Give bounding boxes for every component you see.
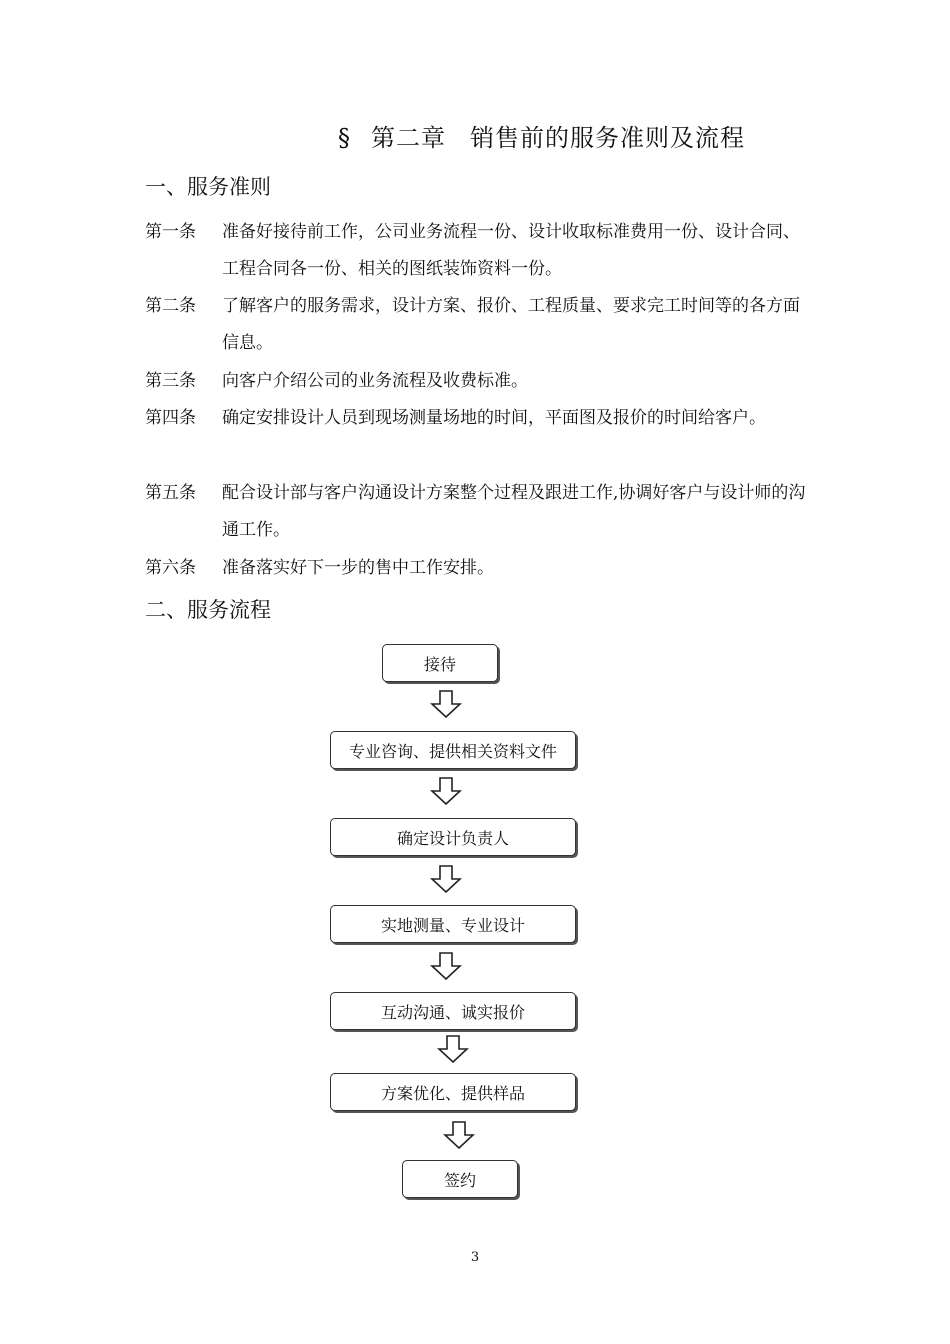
flow-step-assign-designer: 确定设计负责人 [330, 818, 576, 856]
article-text: 准备落实好下一步的售中工作安排。 [222, 558, 494, 578]
down-arrow-icon [430, 777, 462, 805]
down-arrow-icon [437, 1035, 469, 1063]
down-arrow-icon [430, 952, 462, 980]
article-label: 第二条 [145, 296, 196, 316]
down-arrow-icon [443, 1121, 475, 1149]
article-5 [145, 475, 815, 549]
page-number: 3 [470, 1250, 480, 1265]
down-arrow-icon [430, 690, 462, 718]
section-symbol: § [338, 124, 351, 152]
article-label: 第五条 [145, 483, 196, 503]
flow-step-quotation: 互动沟通、诚实报价 [330, 992, 576, 1030]
chapter-name: 销售前的服务准则及流程 [470, 124, 745, 152]
article-text: 了解客户的服务需求，设计方案、报价、工程质量、要求完工时间等的各方面信息。 [222, 296, 800, 353]
flow-step-reception: 接待 [382, 644, 498, 682]
flow-step-optimization: 方案优化、提供样品 [330, 1073, 576, 1111]
article-1 [145, 214, 815, 288]
article-text: 准备好接待前工作，公司业务流程一份、设计收取标准费用一份、设计合同、工程合同各一份、相关的图纸装饰资料一份。 [222, 222, 800, 279]
article-text: 向客户介绍公司的业务流程及收费标准。 [222, 371, 528, 391]
article-2 [145, 288, 815, 362]
article-label: 第六条 [145, 558, 196, 578]
flow-step-contract: 签约 [402, 1160, 518, 1198]
section-heading-process: 二、服务流程 [145, 598, 271, 622]
down-arrow-icon [430, 865, 462, 893]
article-label: 第四条 [145, 408, 196, 428]
chapter-number: 第二章 [371, 124, 446, 152]
article-label: 第一条 [145, 222, 196, 242]
flow-step-consultation: 专业咨询、提供相关资料文件 [330, 731, 576, 769]
flow-step-survey-design: 实地测量、专业设计 [330, 905, 576, 943]
article-3 [145, 363, 815, 400]
article-label: 第三条 [145, 371, 196, 391]
section-heading-principles: 一、服务准则 [145, 175, 271, 199]
article-text: 配合设计部与客户沟通设计方案整个过程及跟进工作,协调好客户与设计师的沟通工作。 [222, 483, 806, 540]
article-4 [145, 400, 815, 437]
article-text: 确定安排设计人员到现场测量场地的时间，平面图及报价的时间给客户。 [222, 408, 766, 428]
article-6 [145, 550, 815, 587]
chapter-title [338, 118, 745, 153]
